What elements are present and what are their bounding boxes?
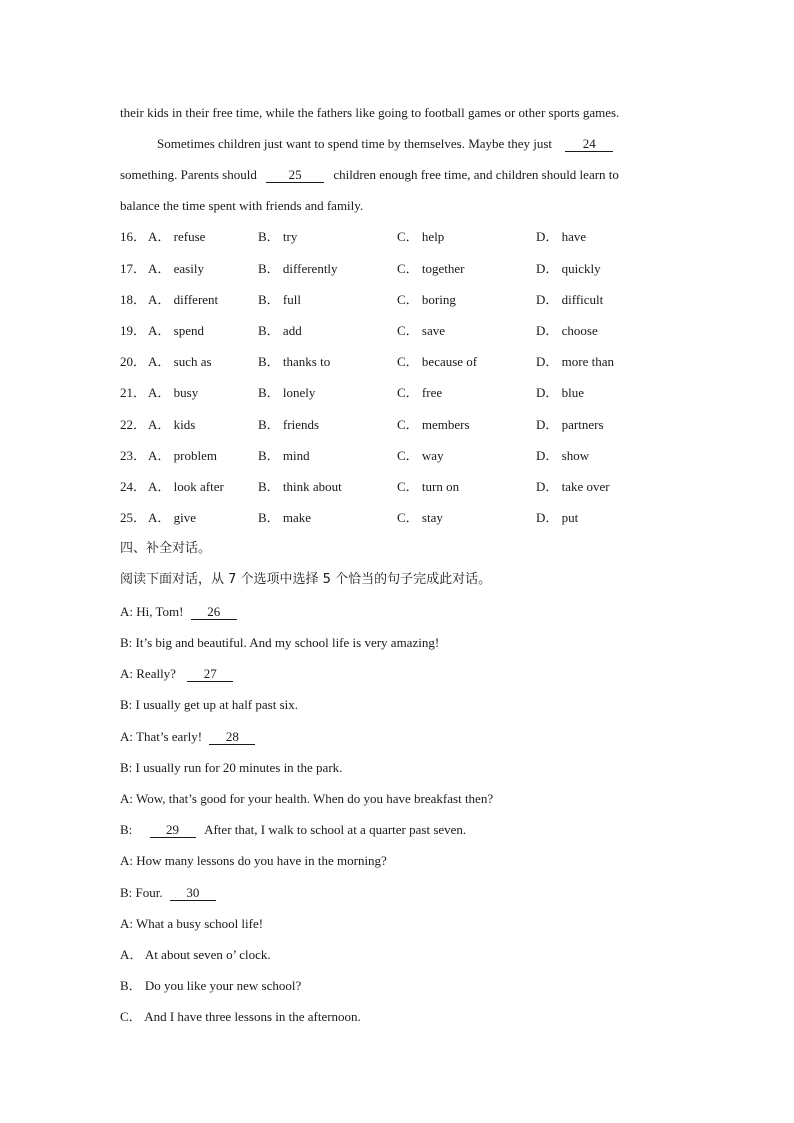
option-d[interactable]: D． partners xyxy=(536,417,604,432)
option-c[interactable]: C． free xyxy=(397,385,443,400)
dialogue-line: A: Wow, that’s good for your health. When do you have breakfast then? xyxy=(120,791,494,806)
option-a[interactable]: A． such as xyxy=(148,354,212,369)
choice-b[interactable]: B． Do you like your new school? xyxy=(120,978,302,993)
option-c[interactable]: C． help xyxy=(397,229,445,244)
option-c[interactable]: C． way xyxy=(397,448,444,463)
question-number: 21． xyxy=(120,385,147,400)
question-row xyxy=(120,384,680,402)
option-d[interactable]: D． blue xyxy=(536,385,585,400)
blank-25[interactable]: 25 xyxy=(266,167,324,183)
question-number: 19． xyxy=(120,323,147,338)
dialogue-line: B: 29 After that, I walk to school at a quarter past seven. xyxy=(120,822,467,837)
dialogue-line: A: How many lessons do you have in the morning? xyxy=(120,853,387,868)
option-a[interactable]: A． kids xyxy=(148,417,196,432)
option-b[interactable]: B． thanks to xyxy=(258,354,331,369)
option-b[interactable]: B． try xyxy=(258,229,298,244)
dialogue-line: B: I usually run for 20 minutes in the park. xyxy=(120,760,343,775)
choice-c[interactable]: C． And I have three lessons in the afternoon. xyxy=(120,1009,361,1024)
section-heading: 四、补全对话。 xyxy=(120,541,212,556)
question-number: 25． xyxy=(120,510,147,525)
option-c[interactable]: C． stay xyxy=(397,510,443,525)
question-number: 24． xyxy=(120,479,147,494)
question-row xyxy=(120,322,680,340)
option-d[interactable]: D． have xyxy=(536,229,587,244)
option-c[interactable]: C． members xyxy=(397,417,470,432)
option-d[interactable]: D． take over xyxy=(536,479,610,494)
passage-line: balance the time spent with friends and family. xyxy=(120,198,364,213)
question-number: 16． xyxy=(120,229,147,244)
option-d[interactable]: D． show xyxy=(536,448,590,463)
option-b[interactable]: B． full xyxy=(258,292,301,307)
question-row xyxy=(120,509,680,527)
dialogue-line: B: I usually get up at half past six. xyxy=(120,697,299,712)
question-row xyxy=(120,447,680,465)
passage-line: Sometimes children just want to spend time by themselves. Maybe they just 24 xyxy=(157,135,613,153)
option-a[interactable]: A． spend xyxy=(148,323,204,338)
question-row xyxy=(120,416,680,434)
question-row xyxy=(120,291,680,309)
question-number: 22． xyxy=(120,417,147,432)
blank-28[interactable]: 28 xyxy=(209,729,255,745)
question-number: 17． xyxy=(120,261,147,276)
question-number: 18． xyxy=(120,292,147,307)
question-row xyxy=(120,478,680,496)
option-b[interactable]: B． differently xyxy=(258,261,338,276)
option-b[interactable]: B． friends xyxy=(258,417,320,432)
option-b[interactable]: B． make xyxy=(258,510,312,525)
dialogue-line: A: Hi, Tom! 26 xyxy=(120,603,237,621)
option-c[interactable]: C． together xyxy=(397,261,465,276)
question-number: 23． xyxy=(120,448,147,463)
option-a[interactable]: A． look after xyxy=(148,479,224,494)
section-instruction: 阅读下面对话，从 7 个选项中选择 5 个恰当的句子完成此对话。 xyxy=(120,572,492,587)
question-number: 20． xyxy=(120,354,147,369)
option-a[interactable]: A． different xyxy=(148,292,219,307)
option-a[interactable]: A． refuse xyxy=(148,229,206,244)
dialogue-line: A: That’s early! 28 xyxy=(120,728,255,746)
choice-a[interactable]: A． At about seven o’ clock. xyxy=(120,947,271,962)
blank-26[interactable]: 26 xyxy=(191,604,237,620)
option-a[interactable]: A． give xyxy=(148,510,197,525)
option-b[interactable]: B． add xyxy=(258,323,302,338)
blank-27[interactable]: 27 xyxy=(187,666,233,682)
option-c[interactable]: C． save xyxy=(397,323,446,338)
dialogue-line: B: It’s big and beautiful. And my school life is very amazing! xyxy=(120,635,440,650)
dialogue-line: A: Really? 27 xyxy=(120,665,233,683)
question-row xyxy=(120,353,680,371)
dialogue-line: A: What a busy school life! xyxy=(120,916,264,931)
passage-line: their kids in their free time, while the fathers like going to football games or other sports games. xyxy=(120,105,620,120)
question-row xyxy=(120,260,680,278)
option-d[interactable]: D． difficult xyxy=(536,292,604,307)
option-d[interactable]: D． choose xyxy=(536,323,598,338)
option-b[interactable]: B． mind xyxy=(258,448,310,463)
passage-line: something. Parents should 25 children enough free time, and children should learn to xyxy=(120,167,619,182)
blank-30[interactable]: 30 xyxy=(170,885,216,901)
option-a[interactable]: A． easily xyxy=(148,261,204,276)
option-d[interactable]: D． put xyxy=(536,510,579,525)
option-d[interactable]: D． more than xyxy=(536,354,614,369)
option-d[interactable]: D． quickly xyxy=(536,261,601,276)
option-c[interactable]: C． because of xyxy=(397,354,478,369)
option-c[interactable]: C． turn on xyxy=(397,479,460,494)
option-c[interactable]: C． boring xyxy=(397,292,456,307)
option-a[interactable]: A． busy xyxy=(148,385,199,400)
option-a[interactable]: A． problem xyxy=(148,448,217,463)
option-b[interactable]: B． think about xyxy=(258,479,342,494)
option-b[interactable]: B． lonely xyxy=(258,385,316,400)
blank-29[interactable]: 29 xyxy=(150,822,196,838)
dialogue-line: B: Four. 30 xyxy=(120,884,216,902)
question-row xyxy=(120,228,680,246)
blank-24[interactable]: 24 xyxy=(565,136,613,152)
